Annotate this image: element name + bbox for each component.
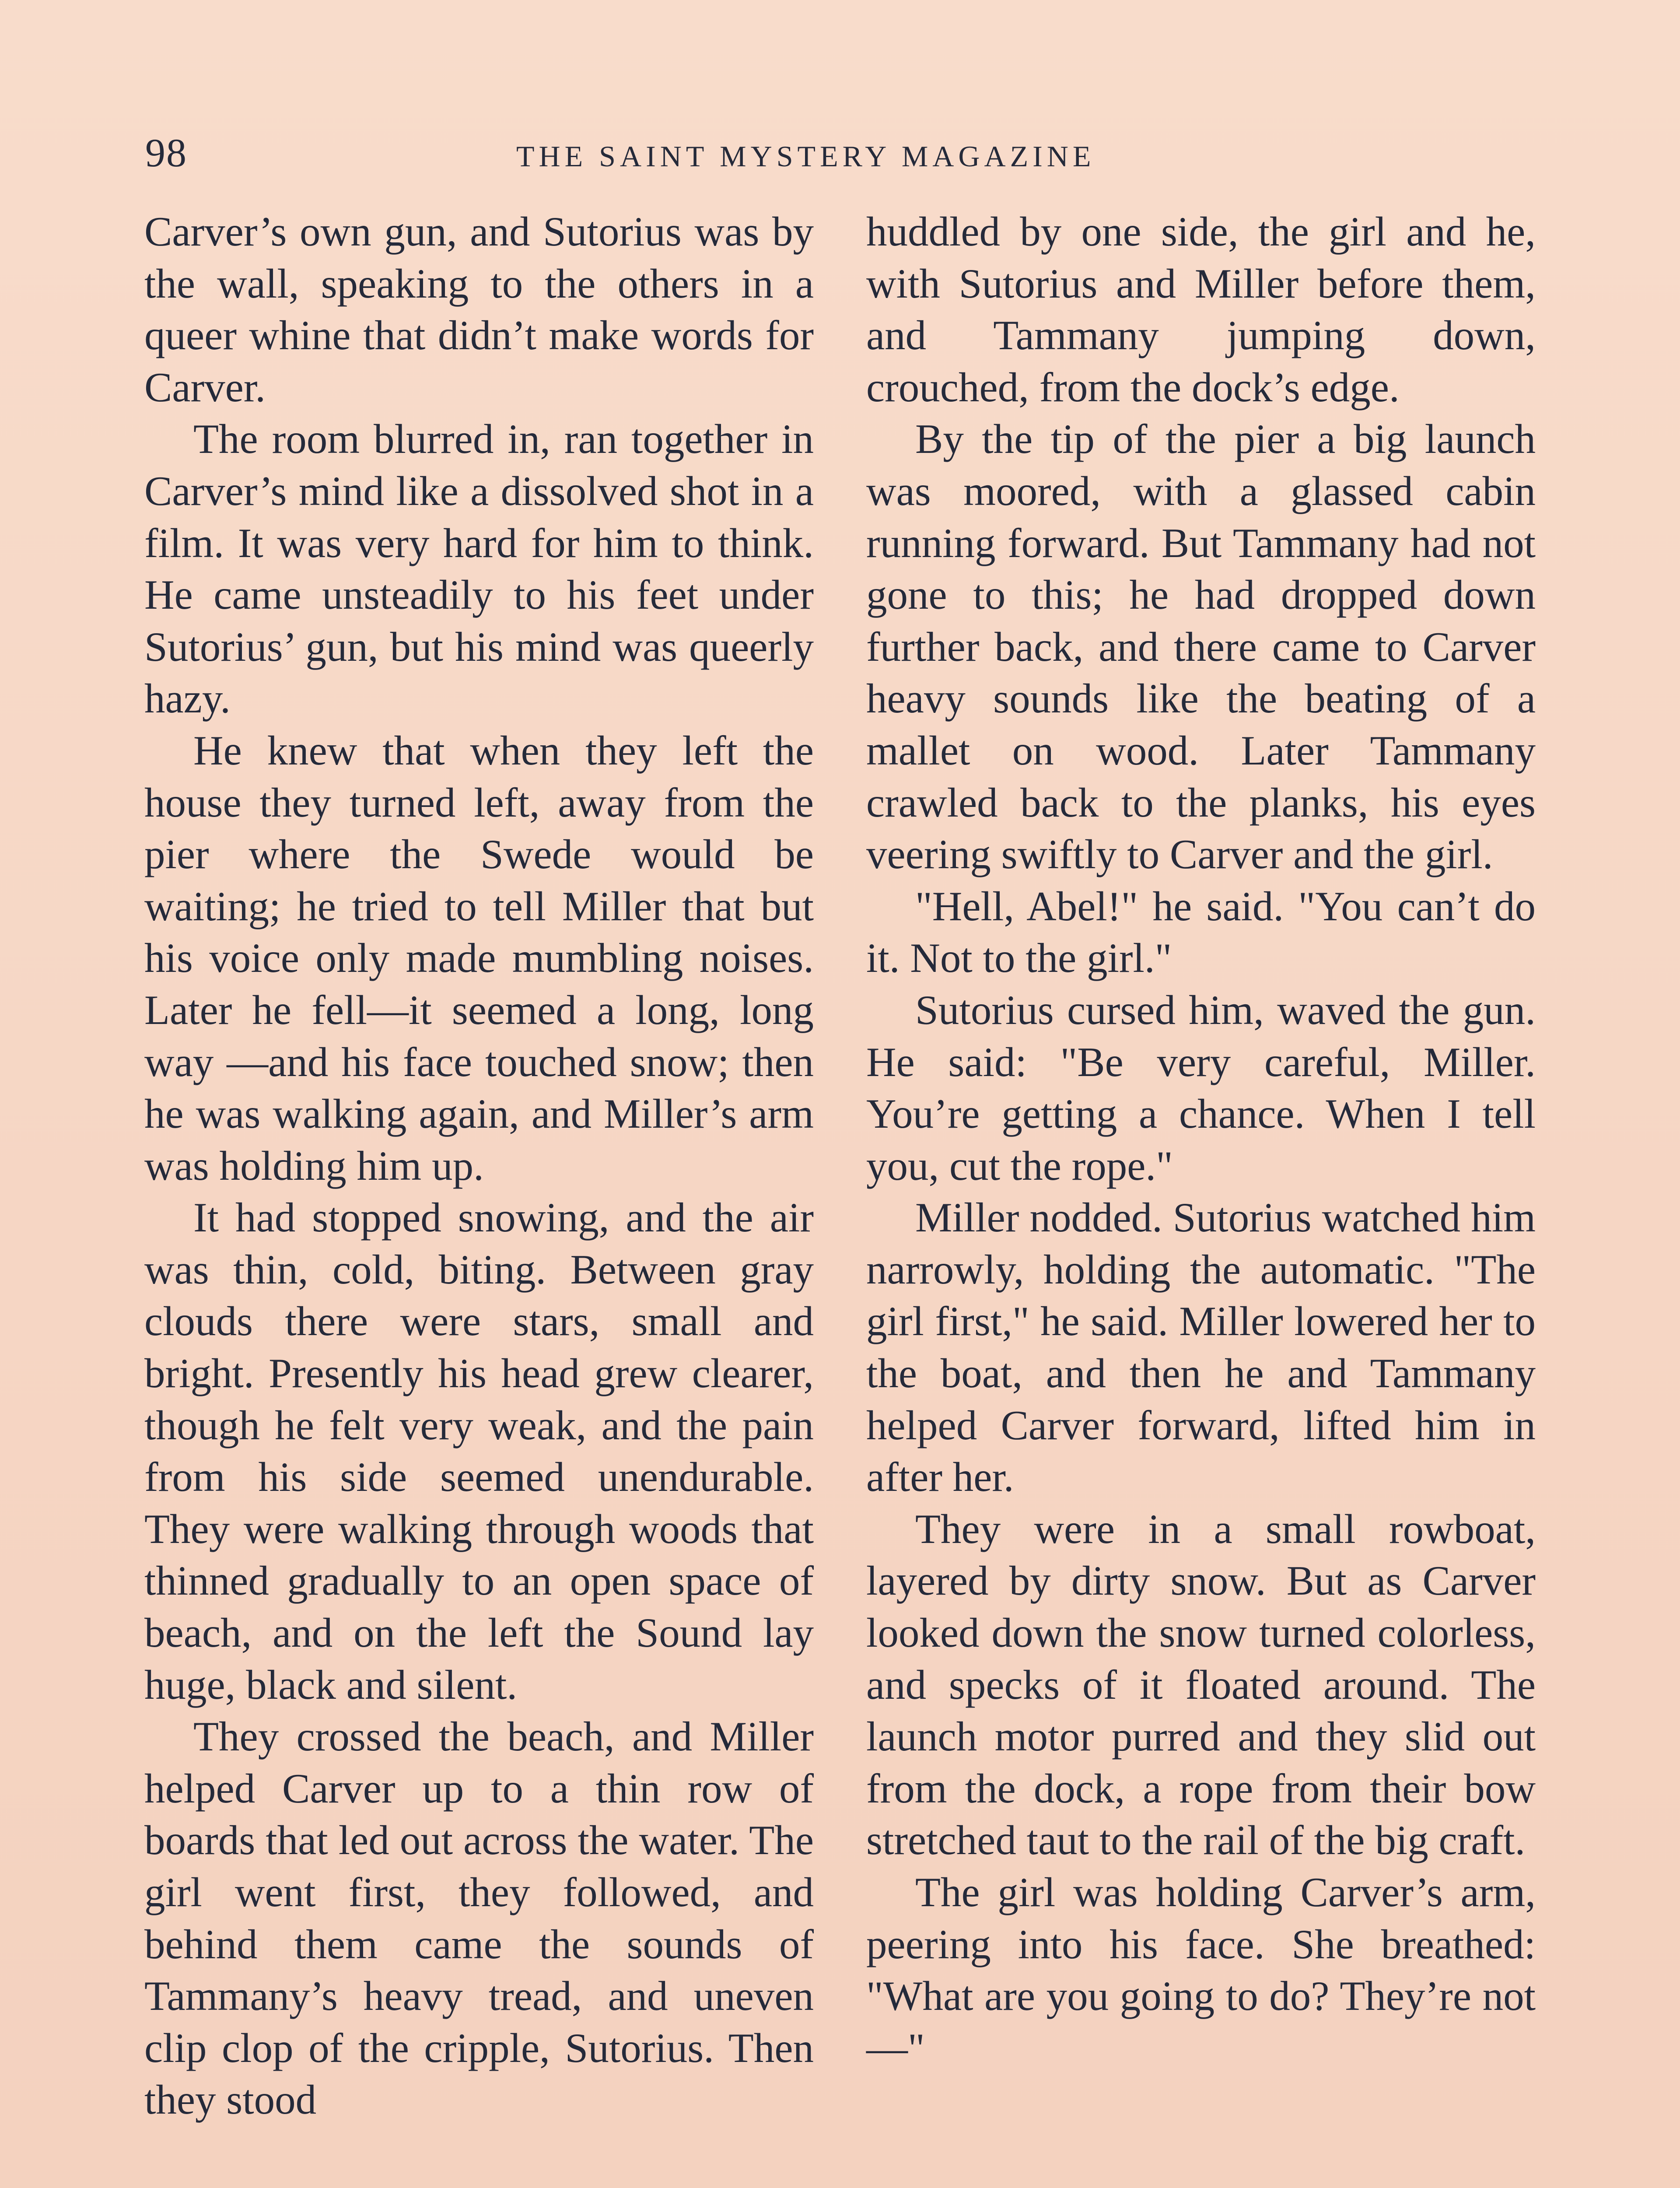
paragraph: huddled by one side, the girl and he, with Sutorius and Miller before them, and Tammany jumping down, crouched, from the dock’s edge.: [866, 208, 1536, 410]
paragraph: Carver’s own gun, and Sutorius was by the wall, speaking to the others in a queer whine that didn’t make words for Carver.: [144, 208, 814, 410]
paragraph: The room blurred in, ran together in Carver’s mind like a dissolved shot in a film. It was very hard for him to think. He came unsteadily to his feet under Sutorius’ gun, but his mind was queerly hazy.: [144, 416, 814, 722]
right-column: [866, 206, 1536, 2074]
paragraph: Miller nodded. Sutorius watched him narrowly, holding the automatic. "The girl first," he said. Miller lowered her to the boat, and then he and Tammany helped Carver forward, lifted him in after her.: [866, 1194, 1536, 1501]
running-head: THE SAINT MYSTERY MAGAZINE: [516, 140, 1096, 173]
paragraph: They were in a small rowboat, layered by dirty snow. But as Carver looked down the snow turned colorless, and specks of it floated around. The launch motor purred and they slid out from the dock, a rope from their bow stretched taut to the rail of the big craft.: [866, 1505, 1536, 1864]
left-column: [144, 206, 814, 2126]
paragraph: They crossed the beach, and Miller helped Carver up to a thin row of boards that led out across the water. The girl went first, they followed, and behind them came the sounds of Tammany’s heavy tread, and uneven clip clop of the cripple, Sutorius. Then they stood: [144, 1713, 814, 2123]
paragraph: It had stopped snowing, and the air was thin, cold, biting. Between gray clouds there were stars, small and bright. Presently his head grew clearer, though he felt very weak, and the pain from his side seemed unendurable. They were walking through woods that thinned gradually to an open space of beach, and on the left the Sound lay huge, black and silent.: [144, 1194, 814, 1708]
paragraph: By the tip of the pier a big launch was moored, with a glassed cabin running forward. But Tammany had not gone to this; he had dropped down further back, and there came to Carver heavy sounds like the beating of a mallet on wood. Later Tammany crawled back to the planks, his eyes veering swiftly to Carver and the girl.: [866, 416, 1536, 878]
paragraph: Sutorius cursed him, waved the gun. He said: "Be very careful, Miller. You’re getting a chance. When I tell you, cut the rope.": [866, 986, 1536, 1189]
paragraph: The girl was holding Carver’s arm, peering into his face. She breathed: "What are you going to do? They’re not—": [866, 1869, 1536, 2071]
paragraph: He knew that when they left the house they turned left, away from the pier where the Swede would be waiting; he tried to tell Miller that but his voice only made mumbling noises. Later he fell—it seemed a long, long way —and his face touched snow; then he was walking again, and Miller’s arm was holding him up.: [144, 727, 814, 1189]
page-number: 98: [145, 130, 187, 175]
paragraph: "Hell, Abel!" he said. "You can’t do it. Not to the girl.": [866, 883, 1536, 982]
